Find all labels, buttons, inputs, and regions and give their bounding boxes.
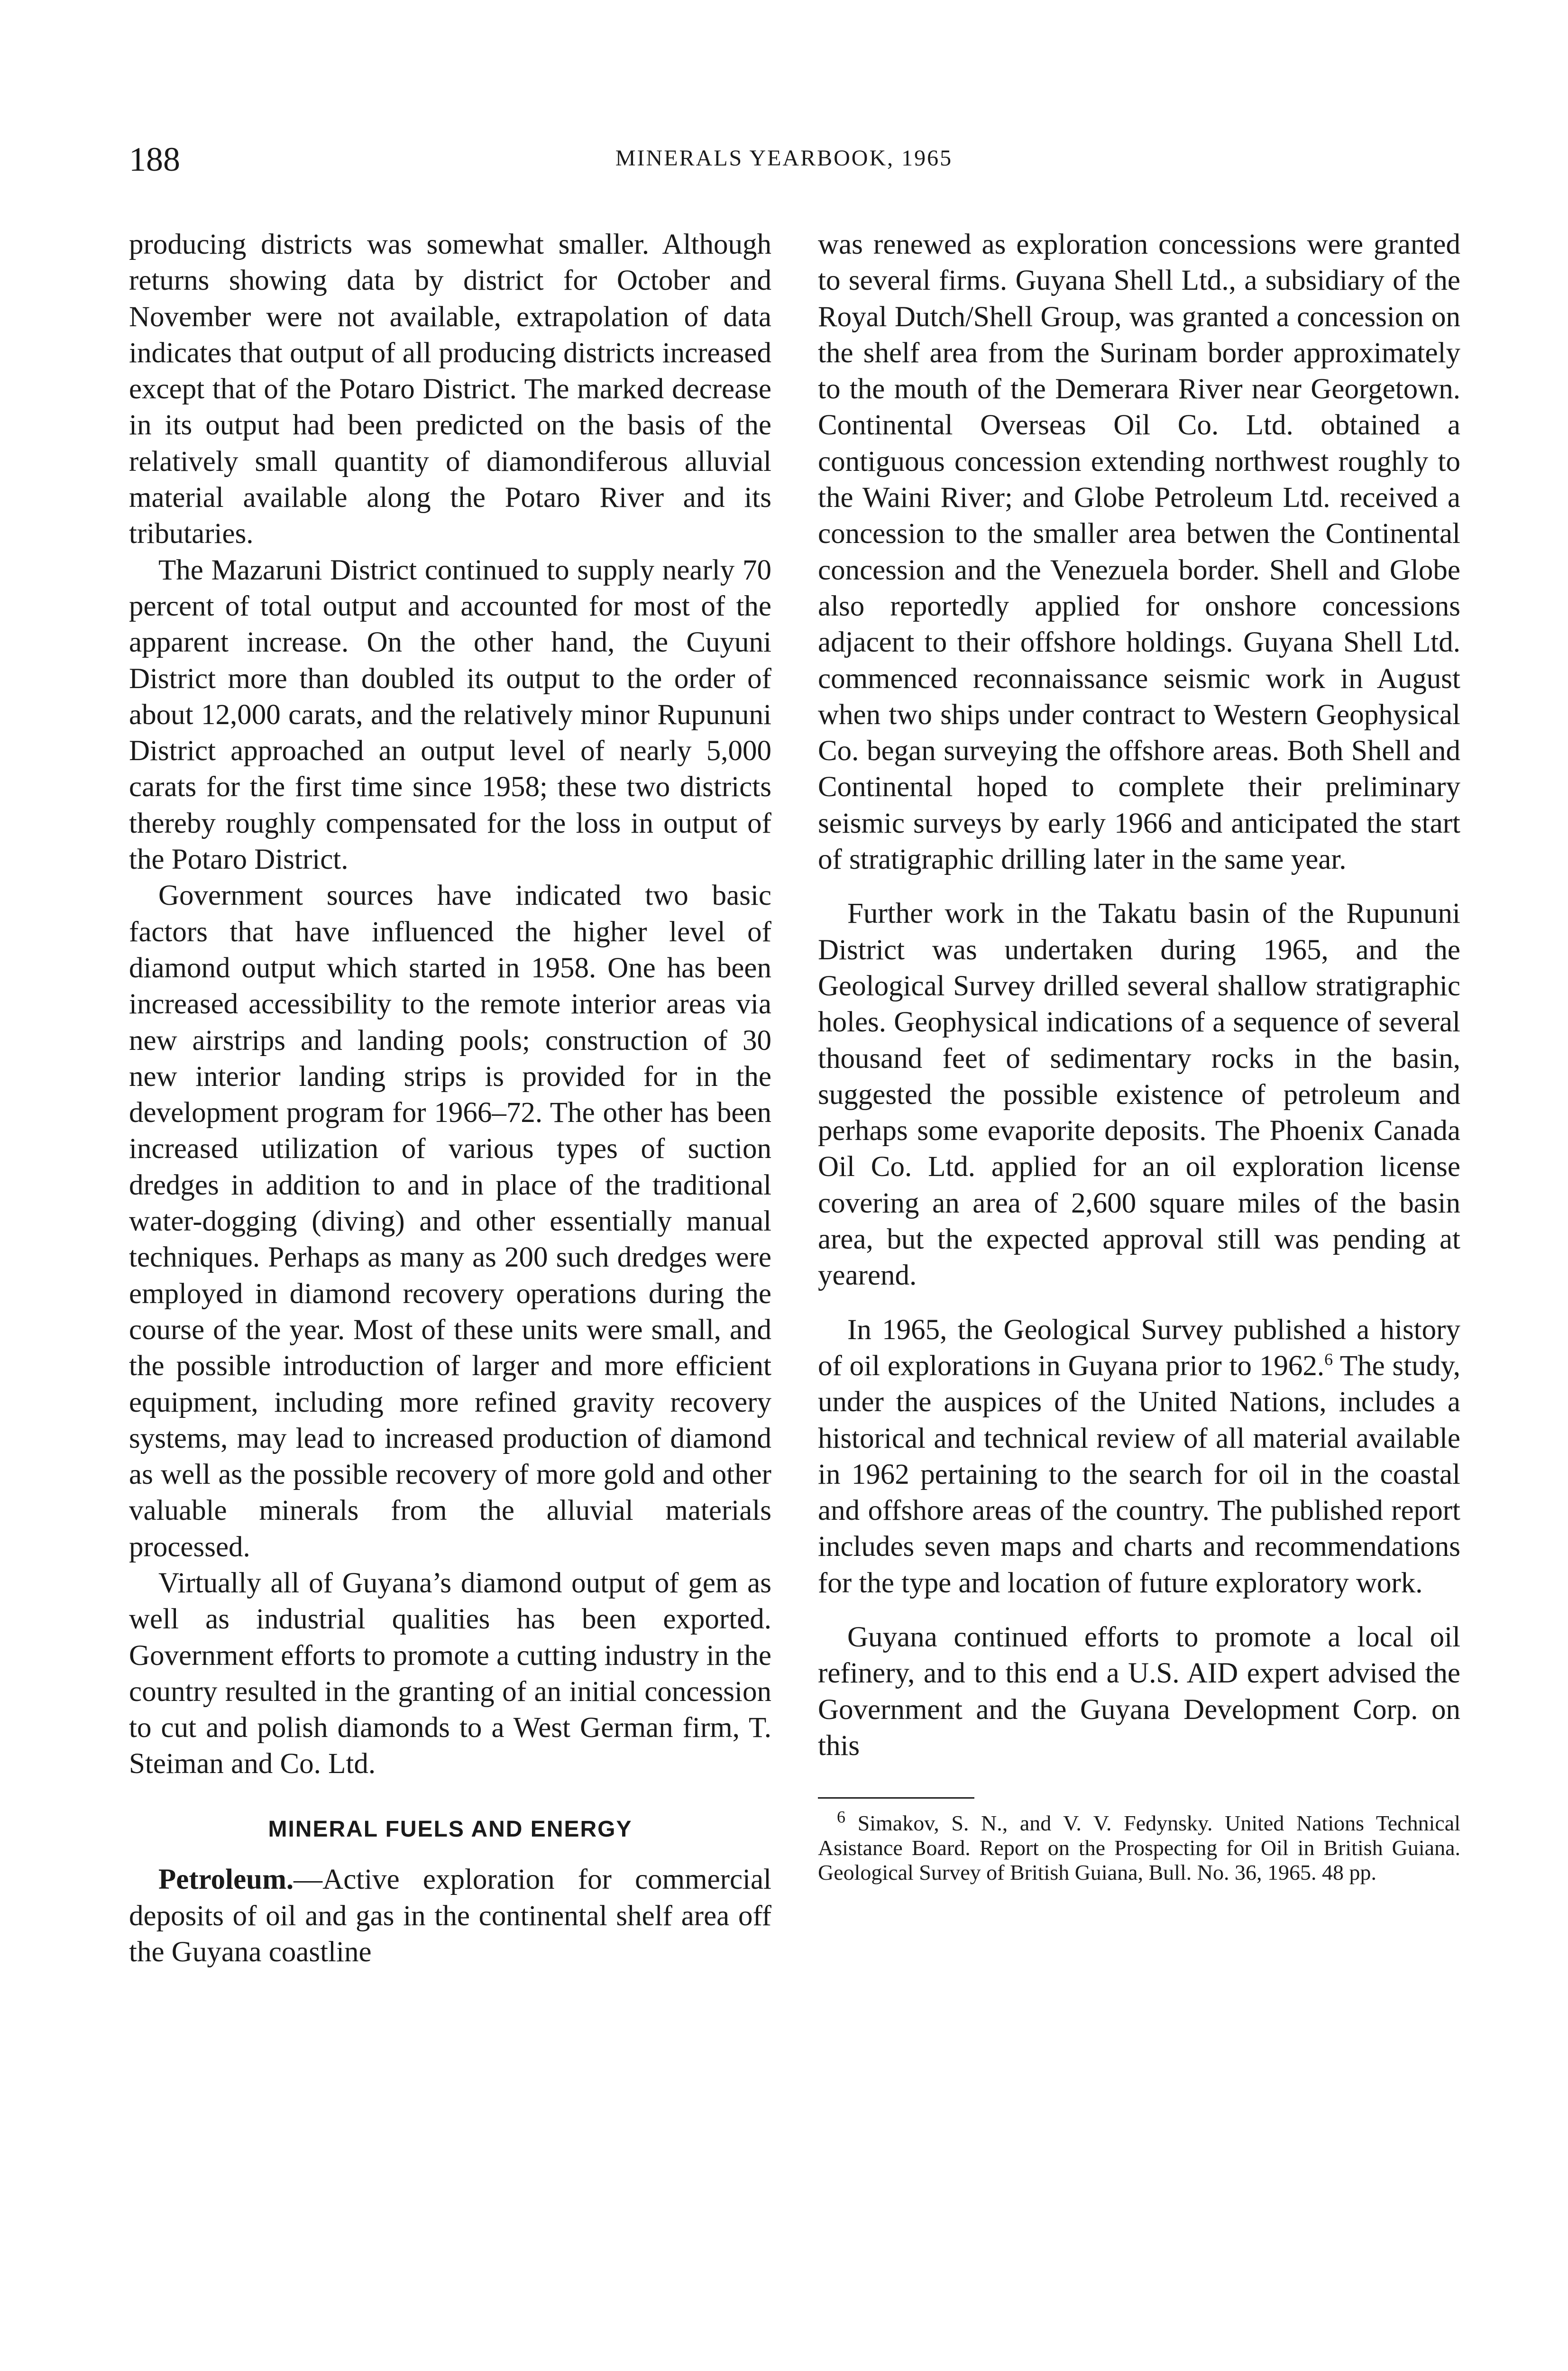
section-heading: MINERAL FUELS AND ENERGY [268, 1816, 633, 1842]
page-number: 188 [129, 140, 180, 178]
paragraph: Guyana continued efforts to promote a local oil refinery, and to this end a U.S. AID expert advised the Government and the Guyana Development Corp. on this [818, 1621, 1460, 1762]
footnote-divider [818, 1797, 974, 1799]
footnote-reference: 6 [1324, 1350, 1333, 1369]
paragraph-text: In 1965, the Geological Survey published a history of oil explorations in Guyana prior to 1962. [818, 1314, 1460, 1382]
footnote-number: 6 [837, 1807, 845, 1827]
paragraph [129, 1862, 771, 1970]
paragraph: was renewed as exploration concessions were granted to several firms. Guyana Shell Ltd., a subsidiary of the Royal Dutch/Shell Group, was granted a concession on the shelf area from the Surinam border approximately to the mouth of the Demerara River near Georgetown. Continental Overseas Oil Co. Ltd. obtained a contiguous concession extending northwest roughly to the Waini River; and Globe Petroleum Ltd. received a concession to the smaller area betwen the Continental concession and the Venezuela border. Shell and Globe also reportedly applied for onshore concessions adjacent to their offshore holdings. Guyana Shell Ltd. commenced reconnaissance seismic work in August when two ships under contract to Western Geophysical Co. began surveying the offshore areas. Both Shell and Continental hoped to complete their preliminary seismic surveys by early 1966 and anticipated the start of stratigraphic drilling later in the same year. [818, 229, 1460, 876]
paragraph: Further work in the Takatu basin of the Rupununi District was undertaken during 1965, and the Geological Survey drilled several shallow stratigraphic holes. Geophysical indications of a sequence of several thousand feet of sedimentary rocks in the basin, suggested the possible existence of petroleum and perhaps some evaporite deposits. The Phoenix Canada Oil Co. Ltd. applied for an oil exploration license covering an area of 2,600 square miles of the basin area, but the expected approval still was pending at yearend. [818, 898, 1460, 1292]
paragraph: Government sources have indicated two basic factors that have influenced the higher level of diamond output which started in 1958. One has been increased accessibility to the remote interior areas via new airstrips and landing pools; construction of 30 new interior landing strips is provided for in the development program for 1966–72. The other has been increased utilization of various types of suction dredges in addition to and in place of the traditional water-dogging (diving) and other essentially manual techniques. Perhaps as many as 200 such dredges were employed in diamond recovery operations during the course of the year. Most of these units were small, and the possible introduction of larger and more efficient equipment, including more refined gravity recovery systems, may lead to increased production of diamond as well as the possible recovery of more gold and other valuable minerals from the alluvial materials processed. [129, 880, 771, 1563]
paragraph: The Mazaruni District continued to supply nearly 70 percent of total output and accounted for most of the apparent increase. On the other hand, the Cuyuni District more than doubled its output to the order of about 12,000 carats, and the relatively minor Rupununi District approached an output level of nearly 5,000 carats for the first time since 1958; these two districts thereby roughly compensated for the loss in output of the Potaro District. [129, 554, 771, 876]
run-in-heading: Petroleum. [158, 1864, 294, 1896]
footnote-text: Simakov, S. N., and V. V. Fedynsky. United Nations Technical Asistance Board. Report on the Prospecting for Oil in British Guiana. Geological Survey of British Guiana, Bull. No. 36, 1965. 48 pp. [818, 1811, 1460, 1885]
paragraph-text: The study, under the auspices of the United Nations, includes a historical and technical review of all material available in 1962 pertaining to the search for oil in the coastal and offshore areas of the country. The published report includes seven maps and charts and recommendations for the type and location of future exploratory work. [818, 1350, 1460, 1599]
paragraph: producing districts was somewhat smaller. Although returns showing data by district for October and November were not available, extrapolation of data indicates that output of all producing districts increased except that of the Potaro District. The marked decrease in its output had been predicted on the basis of the relatively small quantity of diamondiferous alluvial material available along the Potaro River and its tributaries. [129, 229, 771, 550]
footnote [818, 1807, 1460, 1885]
paragraph: Virtually all of Guyana’s diamond output of gem as well as industrial qualities has been exported. Government efforts to promote a cutting industry in the country resulted in the granting of an initial concession to cut and polish diamonds to a West German firm, T. Steiman and Co. Ltd. [129, 1567, 771, 1780]
paragraph-text: —Active exploration for commercial deposits of oil and gas in the continental shelf area off the Guyana coastline [129, 1864, 771, 1968]
running-head: MINERALS YEARBOOK, 1965 [615, 146, 953, 171]
left-column [129, 227, 771, 1970]
paragraph [818, 1312, 1460, 1601]
right-column [818, 227, 1460, 1885]
